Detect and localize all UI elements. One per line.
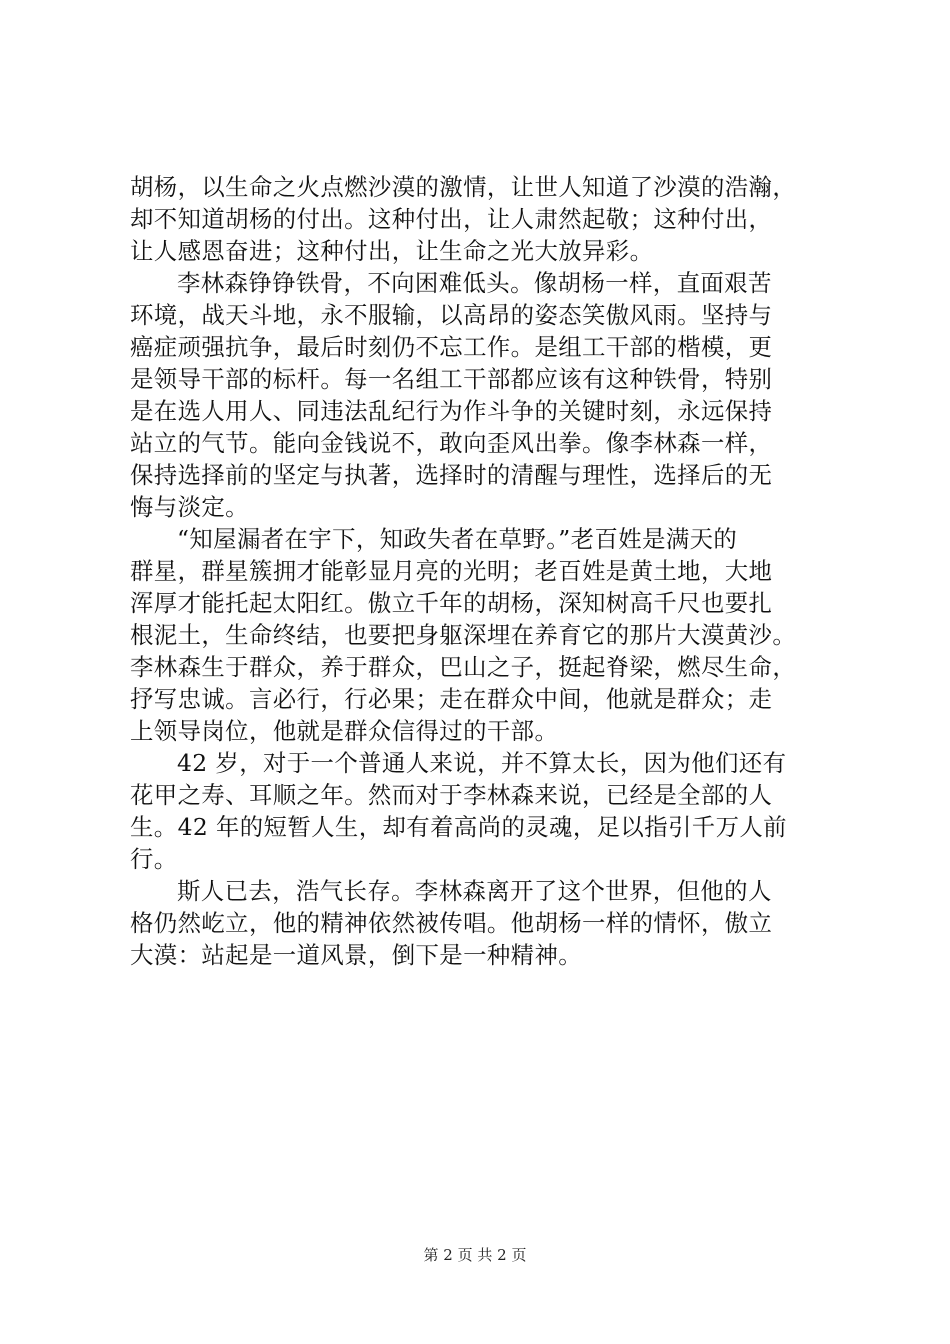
text-line: 是在选人用人、同违法乱纪行为作斗争的关键时刻，永远保持 <box>130 397 773 425</box>
paragraph-start-line: 李林森铮铮铁骨，不向困难低头。像胡杨一样，直面艰苦 <box>177 269 772 297</box>
text-line: 悔与淡定。 <box>130 493 249 521</box>
text-line: 大漠：站起是一道风景，倒下是一种精神。 <box>130 941 583 969</box>
paragraph-start-line: 斯人已去，浩气长存。李林森离开了这个世界，但他的人 <box>177 877 772 905</box>
text-line: 李林森生于群众，养于群众，巴山之子，挺起脊梁，燃尽生命， <box>130 653 797 681</box>
text-line: 上领导岗位，他就是群众信得过的干部。 <box>130 717 559 745</box>
page-number-footer: 第 2 页 共 2 页 <box>423 1246 527 1264</box>
text-line: 是领导干部的标杆。每一名组工干部都应该有这种铁骨，特别 <box>130 365 773 393</box>
text-line: 癌症顽强抗争，最后时刻仍不忘工作。是组工干部的楷模，更 <box>130 333 773 361</box>
text-line: 生。42 年的短暂人生，却有着高尚的灵魂，足以指引千万人前 <box>130 813 787 841</box>
text-line: 站立的气节。能向金钱说不，敢向歪风出拳。像李林森一样， <box>130 429 773 457</box>
text-line: 浑厚才能托起太阳红。傲立千年的胡杨，深知树高千尺也要扎 <box>130 589 773 617</box>
text-line: 格仍然屹立，他的精神依然被传唱。他胡杨一样的情怀，傲立 <box>130 909 773 937</box>
text-line: 胡杨，以生命之火点燃沙漠的激情，让世人知道了沙漠的浩瀚， <box>130 173 797 201</box>
text-line: 花甲之寿、耳顺之年。然而对于李林森来说，已经是全部的人 <box>130 781 773 809</box>
text-line: 抒写忠诚。言必行，行必果；走在群众中间，他就是群众；走 <box>130 685 773 713</box>
text-line: 环境，战天斗地，永不服输，以高昂的姿态笑傲风雨。坚持与 <box>130 301 773 329</box>
paragraph-start-line: “知屋漏者在宇下，知政失者在草野。”老百姓是满天的 <box>177 525 738 553</box>
text-line: 根泥土，生命终结，也要把身躯深埋在养育它的那片大漠黄沙。 <box>130 621 797 649</box>
text-line: 群星，群星簇拥才能彰显月亮的光明；老百姓是黄土地，大地 <box>130 557 773 585</box>
text-line: 却不知道胡杨的付出。这种付出，让人肃然起敬；这种付出， <box>130 205 773 233</box>
text-line: 让人感恩奋进；这种付出，让生命之光大放异彩。 <box>130 237 654 265</box>
text-line: 保持选择前的坚定与执著，选择时的清醒与理性，选择后的无 <box>130 461 773 489</box>
text-line: 行。 <box>130 845 178 873</box>
paragraph-start-line: 42 岁，对于一个普通人来说，并不算太长，因为他们还有 <box>177 749 787 777</box>
